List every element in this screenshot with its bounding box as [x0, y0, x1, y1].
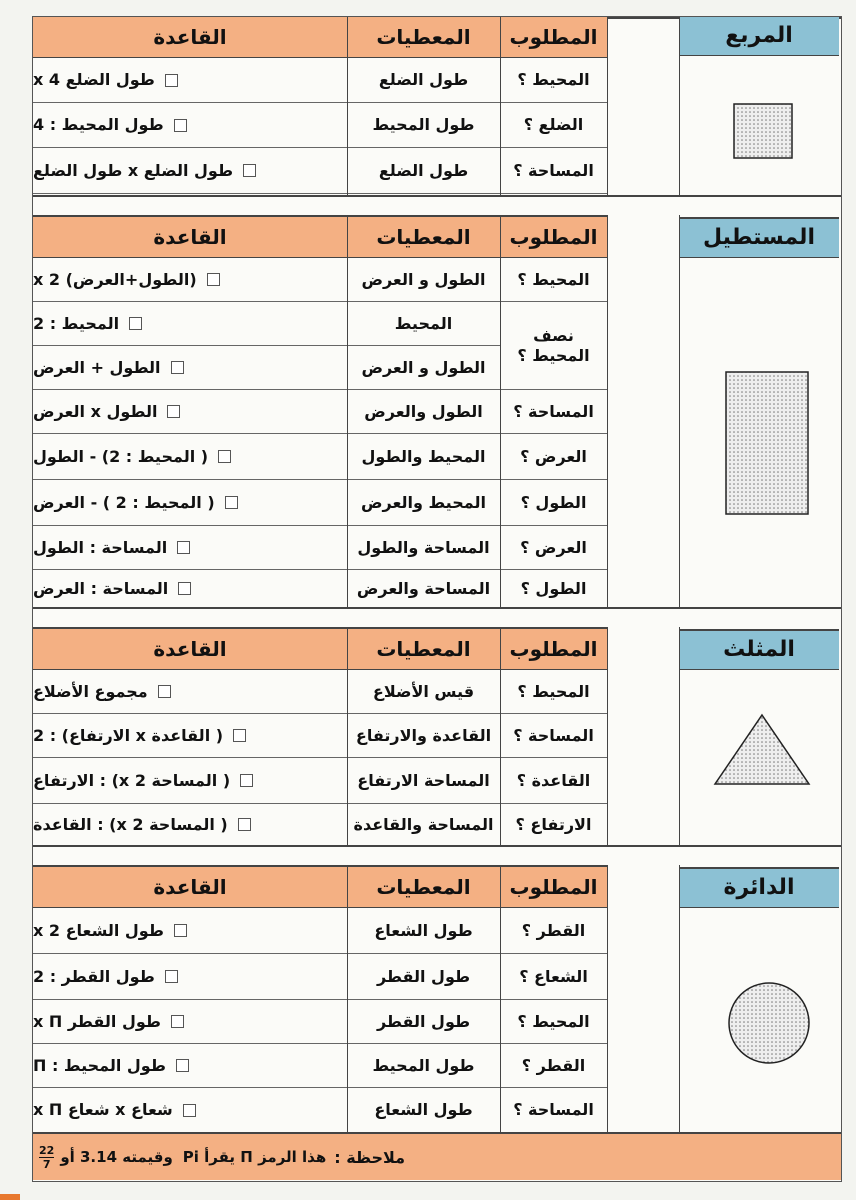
- header-given: المعطيات: [347, 215, 500, 258]
- header-given: المعطيات: [347, 627, 500, 670]
- table-row-rule: ( المساحة x 2) : الارتفاع: [33, 758, 347, 804]
- note-text: هذا الرمز Π يقرأ Pi: [182, 1148, 327, 1166]
- table-row-rule: المساحة : الطول: [33, 526, 347, 570]
- checkbox-icon: [174, 924, 187, 937]
- table-row-given: المحيط والطول: [347, 434, 500, 480]
- checkbox-icon: [158, 685, 171, 698]
- checkbox-icon: [174, 119, 187, 132]
- table-row-rule: ( المحيط : 2 ) - العرض: [33, 480, 347, 526]
- table-row-rule: شعاع x شعاع x Π: [33, 1088, 347, 1132]
- header-required: المطلوب: [500, 865, 607, 908]
- table-row-required: القطر ؟: [500, 908, 607, 954]
- checkbox-icon: [165, 970, 178, 983]
- header-rule: القاعدة: [33, 17, 347, 58]
- table-row-rule: طول الشعاع x 2: [33, 908, 347, 954]
- checkbox-icon: [129, 317, 142, 330]
- note-bar: [33, 1132, 841, 1180]
- table-row-given: المساحة والعرض: [347, 570, 500, 608]
- table-row-rule: المساحة : العرض: [33, 570, 347, 608]
- formula-sheet: [32, 16, 842, 1182]
- table-row-required: المحيط ؟: [500, 1000, 607, 1044]
- checkbox-icon: [238, 818, 251, 831]
- checkbox-icon: [177, 541, 190, 554]
- table-row-given: المساحة الارتفاع: [347, 758, 500, 804]
- checkbox-icon: [176, 1059, 189, 1072]
- note-label: ملاحظة :: [334, 1147, 406, 1167]
- table-row-required: العرض ؟: [500, 434, 607, 480]
- fraction-denominator: 7: [42, 1157, 51, 1171]
- header-required: المطلوب: [500, 215, 607, 258]
- table-row-given: طول الشعاع: [347, 908, 500, 954]
- section-title-circle: الدائرة: [679, 867, 839, 908]
- table-row-given: المساحة والطول: [347, 526, 500, 570]
- table-row-given: طول الضلع: [347, 148, 500, 194]
- table-row-rule: ( المحيط : 2) - الطول: [33, 434, 347, 480]
- note-fraction: [39, 1144, 54, 1171]
- checkbox-icon: [165, 74, 178, 87]
- header-rule: القاعدة: [33, 627, 347, 670]
- checkbox-icon: [240, 774, 253, 787]
- checkbox-icon: [167, 405, 180, 418]
- table-row-given: الطول و العرض: [347, 346, 500, 390]
- table-row-rule: طول المحيط : 4: [33, 103, 347, 148]
- header-given: المعطيات: [347, 17, 500, 58]
- table-row-given: طول الشعاع: [374, 1100, 473, 1119]
- table-row-given: المحيط: [347, 302, 500, 346]
- header-required: المطلوب: [500, 627, 607, 670]
- fraction-numerator: 22: [39, 1143, 55, 1157]
- table-row-given: المساحة والقاعدة: [347, 804, 500, 846]
- header-rule: القاعدة: [33, 865, 347, 908]
- table-row-given: طول القطر: [347, 954, 500, 1000]
- table-row-required: المساحة ؟: [500, 714, 607, 758]
- table-row-given: طول الضلع: [347, 58, 500, 103]
- table-row-required: الطول ؟: [500, 480, 607, 526]
- table-row-given: طول المحيط: [347, 1044, 500, 1088]
- table-row-rule: (الطول+العرض) x 2: [33, 258, 347, 302]
- table-row-required: المحيط ؟: [500, 258, 607, 302]
- checkbox-icon: [233, 729, 246, 742]
- checkbox-icon: [171, 1015, 184, 1028]
- table-row-required: المساحة ؟: [513, 1100, 594, 1119]
- section-title-rectangle: المستطيل: [679, 217, 839, 258]
- table-row-given: القاعدة والارتفاع: [347, 714, 500, 758]
- header-rule: القاعدة: [33, 215, 347, 258]
- table-row-required: المساحة ؟: [500, 390, 607, 434]
- table-row-rule: طول القطر : 2: [33, 954, 347, 1000]
- checkbox-icon: [218, 450, 231, 463]
- table-row-required: نصف المحيط ؟: [500, 302, 607, 390]
- section-title-triangle: المثلث: [679, 629, 839, 670]
- table-row-rule: المحيط : 2: [33, 302, 347, 346]
- table-row-required: الطول ؟: [500, 570, 607, 608]
- table-row-rule: طول الضلع x 4: [33, 58, 347, 103]
- checkbox-icon: [207, 273, 220, 286]
- table-row-rule: مجموع الأضلاع: [33, 670, 347, 714]
- table-row-rule: الطول x العرض: [33, 390, 347, 434]
- square-shape-icon: [733, 103, 793, 159]
- table-row-required: الارتفاع ؟: [500, 804, 607, 846]
- table-row-rule: طول الضلع x طول الضلع: [33, 148, 347, 194]
- table-row-given: طول المحيط: [347, 103, 500, 148]
- table-row-rule: طول القطر x Π: [33, 1000, 347, 1044]
- table-row-rule: الطول + العرض: [33, 346, 347, 390]
- section-title-square: المربع: [679, 17, 839, 56]
- table-row-given: المحيط والعرض: [347, 480, 500, 526]
- checkbox-icon: [243, 164, 256, 177]
- checkbox-icon: [183, 1104, 196, 1117]
- header-given: المعطيات: [347, 865, 500, 908]
- table-row-required: القطر ؟: [500, 1044, 607, 1088]
- table-row-required: القاعدة ؟: [500, 758, 607, 804]
- checkbox-icon: [225, 496, 238, 509]
- table-row-required: الضلع ؟: [500, 103, 607, 148]
- checkbox-icon: [178, 582, 191, 595]
- table-row-required: العرض ؟: [500, 526, 607, 570]
- table-row-rule: طول المحيط : Π: [33, 1044, 347, 1088]
- table-row-required: الشعاع ؟: [500, 954, 607, 1000]
- table-row-given: الطول و العرض: [347, 258, 500, 302]
- table-row-required: المحيط ؟: [500, 58, 607, 103]
- table-row-given: طول القطر: [347, 1000, 500, 1044]
- table-row-given: الطول والعرض: [347, 390, 500, 434]
- table-row-required: المساحة ؟: [500, 148, 607, 194]
- table-row-rule: ( القاعدة x الارتفاع) : 2: [33, 714, 347, 758]
- corner-mark: [0, 1194, 20, 1200]
- table-row-given: قيس الأضلاع: [347, 670, 500, 714]
- table-row-rule: ( المساحة x 2) : القاعدة: [33, 804, 347, 846]
- note-text-value: وقيمته 3.14 أو: [60, 1148, 173, 1166]
- triangle-shape-icon: [713, 713, 811, 787]
- rectangle-shape-icon: [725, 371, 809, 515]
- table-row-required: المحيط ؟: [500, 670, 607, 714]
- checkbox-icon: [171, 361, 184, 374]
- header-required: المطلوب: [500, 17, 607, 58]
- circle-shape-icon: [727, 981, 811, 1065]
